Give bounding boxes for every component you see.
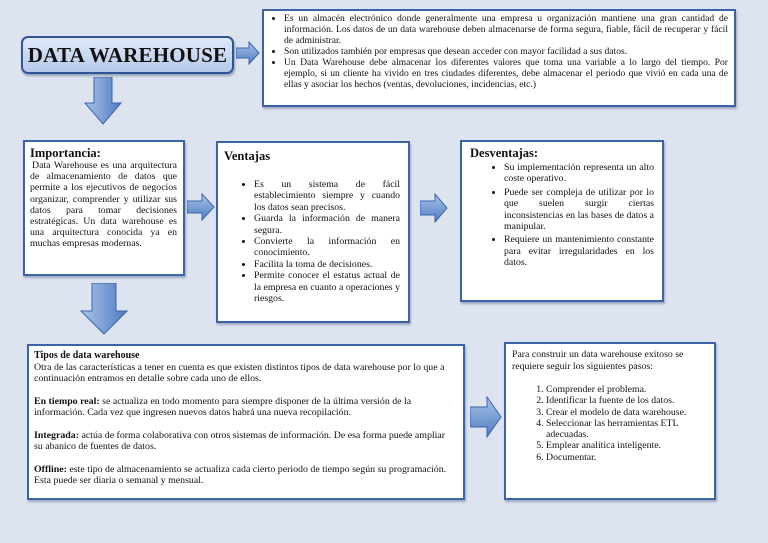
- arrow-down-icon: [80, 283, 128, 335]
- tipos-item: [34, 396, 455, 419]
- desventajas-list: [470, 162, 654, 269]
- list-item: 6. Documentar.: [546, 452, 708, 463]
- list-item: 4. Seleccionar las herramientas ETL adecuadas.: [546, 418, 708, 441]
- arrow-right-icon: [236, 41, 260, 65]
- tipos-box: [27, 344, 465, 500]
- pasos-box: [504, 342, 716, 500]
- list-item: • Puede ser compleja de utilizar por lo que suelen surgir ciertas inconsistencias en las bases de datos a manipular.: [504, 187, 654, 233]
- list-item: 5. Emplear analítica inteligente.: [546, 440, 708, 451]
- tipos-item-text: se actualiza en todo momento para siempre disponer de la última versión de la información. Cada vez que ingresen nuevos datos habrá una nueva recopilación.: [34, 395, 412, 418]
- arrow-right-icon: [420, 193, 448, 223]
- list-item: • Es un almacén electrónico donde generalmente una empresa u organización mantiene una gran cantidad de información. Los datos de un data warehouse deben almacenarse de forma segura, fiable, fácil de recuperar y fácil de administrar.: [284, 13, 728, 46]
- importancia-heading: Importancia:: [30, 146, 101, 160]
- tipos-item: [34, 464, 455, 487]
- definition-list: [268, 13, 728, 90]
- arrow-right-icon: [187, 193, 215, 221]
- desventajas-heading: Desventajas:: [470, 146, 539, 160]
- tipos-item-text: este tipo de almacenamiento se actualiza cada cierto periodo de tiempo según su programación. Esta puede ser diaria o semanal y mensual.: [34, 463, 447, 486]
- pasos-intro: Para construir un data warehouse exitoso se requiere seguir los siguientes pasos:: [512, 349, 684, 372]
- importancia-text: Data Warehouse es una arquitectura de almacenamiento de datos que permite a los ejecutivos de negocios organizar, comprender y utilizar sus datos para tomar decisiones estratégicas. Un data warehouse es una arquitectura conocida ya en muchas empresas modernas.: [30, 160, 177, 250]
- arrow-down-icon: [84, 77, 122, 125]
- list-item: 3. Crear el modelo de data warehouse.: [546, 407, 708, 418]
- pasos-list: [512, 384, 708, 463]
- tipos-intro: Otra de las características a tener en cuenta es que existen distintos tipos de data warehouse por lo que a continuación entramos en detalle sobre cada uno de ellos.: [34, 361, 445, 384]
- importancia-box: [23, 140, 185, 276]
- list-item: • Es un sistema de fácil establecimiento siempre y cuando los datos sean precisos.: [254, 179, 400, 213]
- ventajas-box: [216, 141, 410, 323]
- list-item: • Facilita la toma de decisiones.: [254, 259, 400, 270]
- tipos-item-label: Integrada:: [34, 429, 79, 441]
- desventajas-box: [460, 140, 664, 302]
- tipos-item-label: En tiempo real:: [34, 395, 100, 407]
- list-item: • Su implementación representa un alto coste operativo.: [504, 162, 654, 185]
- ventajas-list: [224, 179, 400, 304]
- arrow-right-icon: [470, 396, 502, 438]
- tipos-item: [34, 430, 455, 453]
- list-item: • Guarda la información de manera segura.: [254, 213, 400, 236]
- list-item: 1. Comprender el problema.: [546, 384, 708, 395]
- list-item: • Son utilizados también por empresas que desean acceder con mayor facilidad a sus datos.: [284, 46, 728, 57]
- ventajas-heading: Ventajas: [224, 149, 271, 163]
- definition-box: [262, 9, 736, 107]
- list-item: • Un Data Warehouse debe almacenar los diferentes valores que toma una variable a lo largo del tiempo. Por ejemplo, si un cliente ha vivido en tres ciudades diferentes, debe almacenar el periodo que vivió en cada una de ellas y asociar los hechos (ventas, devoluciones, incidencias, etc.): [284, 57, 728, 90]
- list-item: • Permite conocer el estatus actual de la empresa en cuanto a operaciones y riesgos.: [254, 270, 400, 304]
- list-item: 2. Identificar la fuente de los datos.: [546, 395, 708, 406]
- tipos-item-text: actúa de forma colaborativa con otros sistemas de información. De esa forma puede ampliar su abanico de fuentes de datos.: [34, 429, 446, 452]
- tipos-heading: Tipos de data warehouse: [34, 350, 140, 361]
- page-title: DATA WAREHOUSE: [21, 36, 234, 74]
- tipos-item-label: Offline:: [34, 463, 67, 475]
- list-item: • Convierte la información en conocimiento.: [254, 236, 400, 259]
- list-item: • Requiere un mantenimiento constante para evitar irregularidades en los datos.: [504, 234, 654, 268]
